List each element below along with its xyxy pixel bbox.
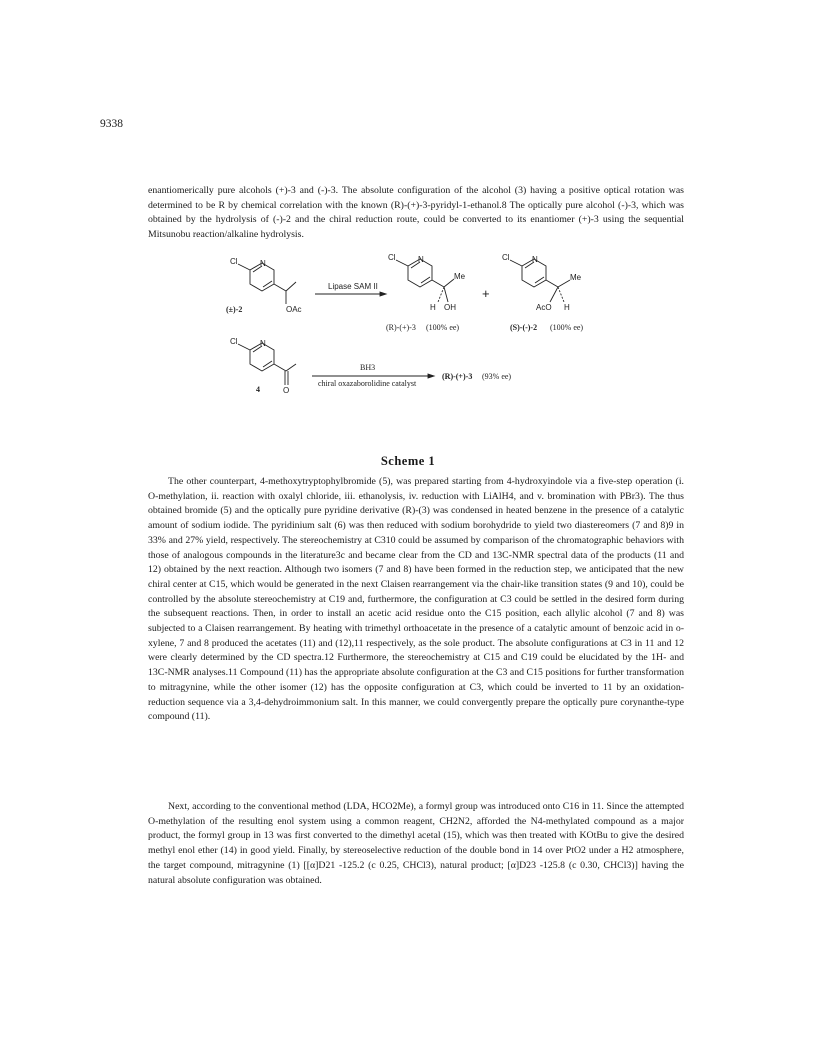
page-number: 9338 [100, 118, 123, 130]
chloro-label-4: Cl [230, 337, 238, 346]
acetate-product-label: (S)-(-)-2 [510, 323, 538, 332]
acetate-ee-label: (100% ee) [550, 323, 584, 332]
alcohol-product-label: (R)-(+)-3 [386, 323, 416, 332]
methyl-label: Me [454, 272, 466, 281]
scheme-caption: Scheme 1 [380, 454, 436, 468]
chloro-label-3: Cl [502, 253, 510, 262]
scheme-1-figure [220, 252, 640, 447]
ketone-label: 4 [256, 385, 260, 394]
scheme-diagram [220, 252, 640, 447]
hydrogen-label: H [430, 303, 436, 312]
nitrogen-label-4: N [260, 339, 266, 348]
paragraph-1 [148, 184, 684, 243]
nitrogen-label: N [260, 259, 266, 268]
acetoxy-label: OAc [286, 305, 302, 314]
chloro-label-2: Cl [388, 253, 396, 262]
hydroxy-label: OH [444, 303, 456, 312]
alcohol-ee-label: (100% ee) [426, 323, 460, 332]
paragraph-3 [148, 800, 684, 888]
catalyst-reagent: chiral oxazaborolidine catalyst [318, 379, 417, 388]
hydrogen-label-2: H [564, 303, 570, 312]
racemate-label: (±)-2 [226, 305, 243, 314]
nitrogen-label-2: N [418, 255, 424, 264]
acetoxy-label-2: AcO [536, 303, 552, 312]
borane-reagent: BH3 [360, 363, 376, 372]
plus-sign: + [482, 286, 490, 301]
oxygen-label: O [283, 386, 290, 395]
reduction-product-label: (R)-(+)-3 [442, 372, 473, 381]
nitrogen-label-3: N [532, 255, 538, 264]
lipase-reagent: Lipase SAM II [328, 282, 378, 291]
paragraph-1-text: enantiomerically pure alcohols (+)-3 and (-)-3. The absolute configuration of the alcohol (3) having a positive optical rotation was determined to be R by chemical correlation with the known (R)-(+)-3-pyridyl-1-ethanol.8 The optically pure alcohol (-)-3, which was obtained by the hydrolysis of (-)-2 and the chiral reduction route, could be converted to its enantiomer (+)-3 using the sequential Mitsunobu reaction/alkaline hydrolysis. [148, 185, 684, 241]
methyl-label-2: Me [570, 273, 582, 282]
paragraph-2-text: The other counterpart, 4-methoxytryptophylbromide (5), was prepared starting from 4-hydroxyindole via a five-step operation (i. O-methylation, ii. reaction with oxalyl chloride, iii. ethanolysis, iv. reduction with LiAlH4, and v. bromination with PBr3). The thus obtained bromide (5) and the optically pure pyridine derivative (R)-(3) was condensed in heated benzene in the presence of a catalytic amount of sodium iodide. The pyridinium salt (6) was then reduced with sodium borohydride to yield two diastereomers (7 and 8)9 in 33% and 27% yield, respectively. The stereochemistry at C310 could be assumed by comparison of the chromatographic behaviors with those of analogous compounds in the literature3c and became clear from the CD and 13C-NMR spectral data of the products (11 and 12) obtained by the next reaction. Although two isomers (7 and 8) have been formed in the reduction step, we anticipated that the new chiral center at C15, which would be generated in the next Claisen rearrangement via the chair-like transition states (9 and 10), could be controlled by the absolute stereochemistry at C19 and, furthermore, the configuration at C3 could be settled in the desired form during the subsequent reactions. Then, in order to install an acetic acid residue onto the C15 position, each allylic alcohol (7 and 8) was subjected to a Claisen rearrangement. By heating with trimethyl orthoacetate in the presence of a catalytic amount of benzoic acid in o-xylene, 7 and 8 produced the acetates (11) and (12),11 respectively, as the sole product. The absolute configurations at C3 in 11 and 12 were clearly determined by the CD spectra.12 Furthermore, the stereochemistry at C15 and C19 could be elucidated by the 1H- and 13C-NMR analyses.11 Compound (11) has the appropriate absolute configuration at the C3 and C15 positions for further transformation to mitragynine, while the other isomer (12) has the opposite configuration at C3, which could be inverted to 11 by an oxidation-reduction sequence via a 3,4-dehydroimmonium salt. In this manner, we could convergently prepare the optically pure corynanthe-type compound (11). [148, 476, 684, 723]
paragraph-2 [148, 475, 684, 725]
chloro-label: Cl [230, 257, 238, 266]
reduction-ee-label: (93% ee) [482, 372, 512, 381]
paragraph-3-text: Next, according to the conventional method (LDA, HCO2Me), a formyl group was introduced onto C16 in 11. Since the attempted O-methylation of the resulting enol system using a common reagent, CH2N2, afforded the N4-methylated compound as a major product, the formyl group in 13 was first converted to the dimethyl acetal (15), which was then treated with KOtBu to give the desired methyl enol ether (14) in good yield. Finally, by stereoselective reduction of the double bond in 14 over PtO2 under a H2 atmosphere, the target compound, mitragynine (1) [[α]D21 -125.2 (c 0.25, CHCl3), natural product; [α]D23 -125.8 (c 0.30, CHCl3)] having the natural absolute configuration was obtained. [148, 801, 684, 886]
